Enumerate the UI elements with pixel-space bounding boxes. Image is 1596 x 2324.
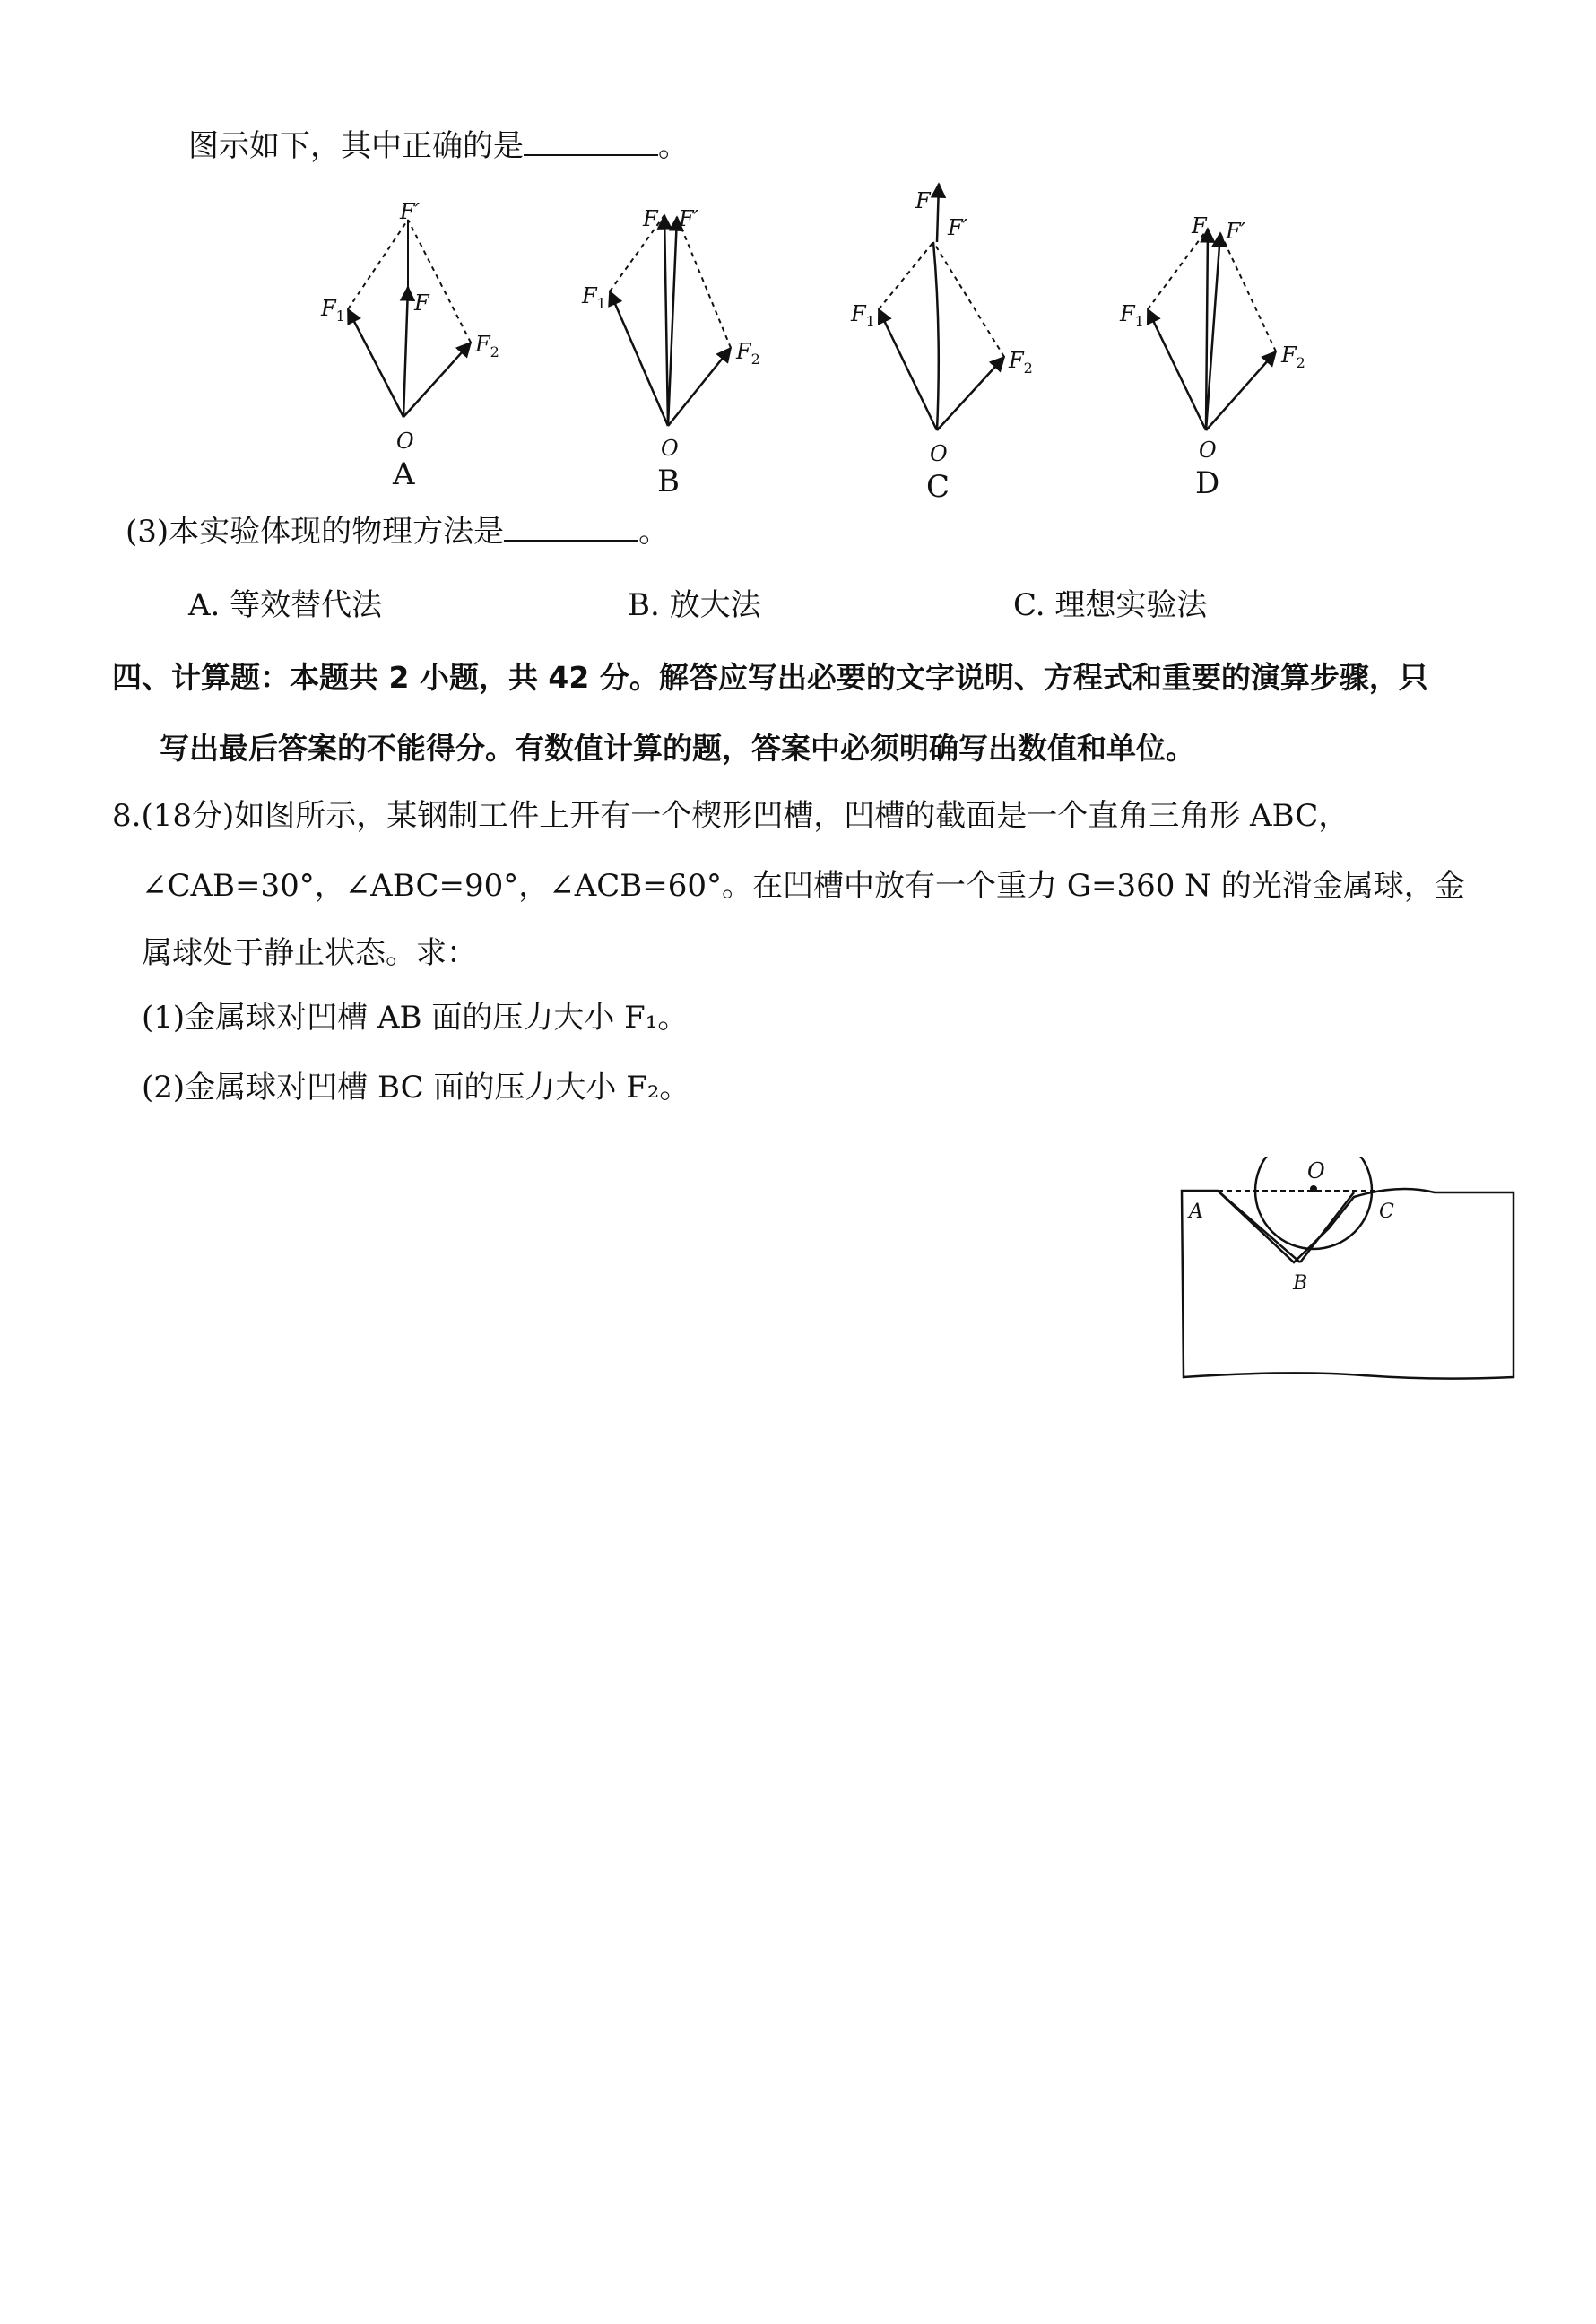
option-letter-b: B bbox=[657, 464, 680, 499]
force-diagrams bbox=[0, 152, 1596, 547]
label-f-a: F bbox=[414, 290, 429, 316]
label-f1-b: $F_1$ bbox=[582, 283, 606, 312]
problem8-line1: 8.(18分)如图所示，某钢制工件上开有一个楔形凹槽，凹槽的截面是一个直角三角形 ABC， bbox=[112, 798, 1349, 834]
label-o: O bbox=[1307, 1158, 1325, 1184]
label-fprime-d: F′ bbox=[1226, 219, 1246, 244]
label-b: B bbox=[1293, 1272, 1308, 1295]
diagram-b bbox=[581, 206, 760, 499]
label-fprime-a: F′ bbox=[400, 199, 421, 224]
groove-figure bbox=[1166, 1157, 1542, 1417]
problem8-line2: ∠CAB=30°，∠ABC=90°，∠ACB=60°。在凹槽中放有一个重力 G=360 N 的光滑金属球，金 bbox=[142, 868, 1465, 904]
label-f2-b: $F_2$ bbox=[736, 339, 760, 368]
q3-choice-a[interactable]: A. 等效替代法 bbox=[188, 587, 383, 623]
q2-prompt-end: 。 bbox=[658, 128, 689, 164]
label-o-a: O bbox=[396, 429, 414, 454]
q3-choice-c[interactable]: C. 理想实验法 bbox=[1013, 587, 1208, 623]
problem8-line3: 属球处于静止状态。求： bbox=[142, 935, 477, 971]
answer-blank[interactable] bbox=[524, 126, 658, 156]
label-f1-a: $F_1$ bbox=[321, 296, 345, 325]
diagram-d bbox=[1119, 213, 1305, 501]
label-fprime-b: F′ bbox=[679, 206, 699, 231]
q3-prompt-end: 。 bbox=[638, 514, 670, 550]
label-a: A bbox=[1189, 1201, 1203, 1223]
q3-choice-b[interactable]: B. 放大法 bbox=[628, 587, 761, 623]
diagram-c bbox=[850, 184, 1033, 505]
option-letter-d: D bbox=[1195, 465, 1220, 501]
option-letter-c: C bbox=[926, 469, 950, 505]
label-fprime-c: F′ bbox=[948, 215, 968, 240]
label-o-b: O bbox=[661, 436, 679, 461]
label-o-c: O bbox=[930, 441, 948, 466]
problem8-sub1: (1)金属球对凹槽 AB 面的压力大小 F₁。 bbox=[142, 1000, 689, 1036]
section4-line2: 写出最后答案的不能得分。有数值计算的题，答案中必须明确写出数值和单位。 bbox=[160, 731, 1195, 766]
label-f1-d: $F_1$ bbox=[1120, 301, 1144, 330]
label-f-c: F bbox=[915, 188, 931, 213]
label-f2-a: $F_2$ bbox=[475, 332, 499, 360]
label-f1-c: $F_1$ bbox=[851, 301, 875, 330]
q2-prompt-text: 图示如下，其中正确的是 bbox=[188, 128, 524, 164]
label-o-d: O bbox=[1199, 438, 1217, 463]
label-c: C bbox=[1379, 1201, 1394, 1223]
label-f-b: F bbox=[643, 206, 658, 231]
label-f2-d: $F_2$ bbox=[1281, 343, 1305, 371]
option-letter-a: A bbox=[393, 456, 415, 492]
section4-line1: 四、计算题：本题共 2 小题，共 42 分。解答应写出必要的文字说明、方程式和重要的演算步骤，只 bbox=[112, 660, 1428, 695]
problem8-sub2: (2)金属球对凹槽 BC 面的压力大小 F₂。 bbox=[142, 1070, 690, 1106]
q3-prompt-text: (3)本实验体现的物理方法是 bbox=[126, 514, 505, 550]
diagram-a bbox=[320, 199, 499, 492]
answer-blank[interactable] bbox=[504, 511, 638, 542]
label-f-d: F bbox=[1192, 213, 1207, 238]
label-f2-c: $F_2$ bbox=[1009, 348, 1033, 377]
q3-prompt bbox=[126, 511, 669, 552]
